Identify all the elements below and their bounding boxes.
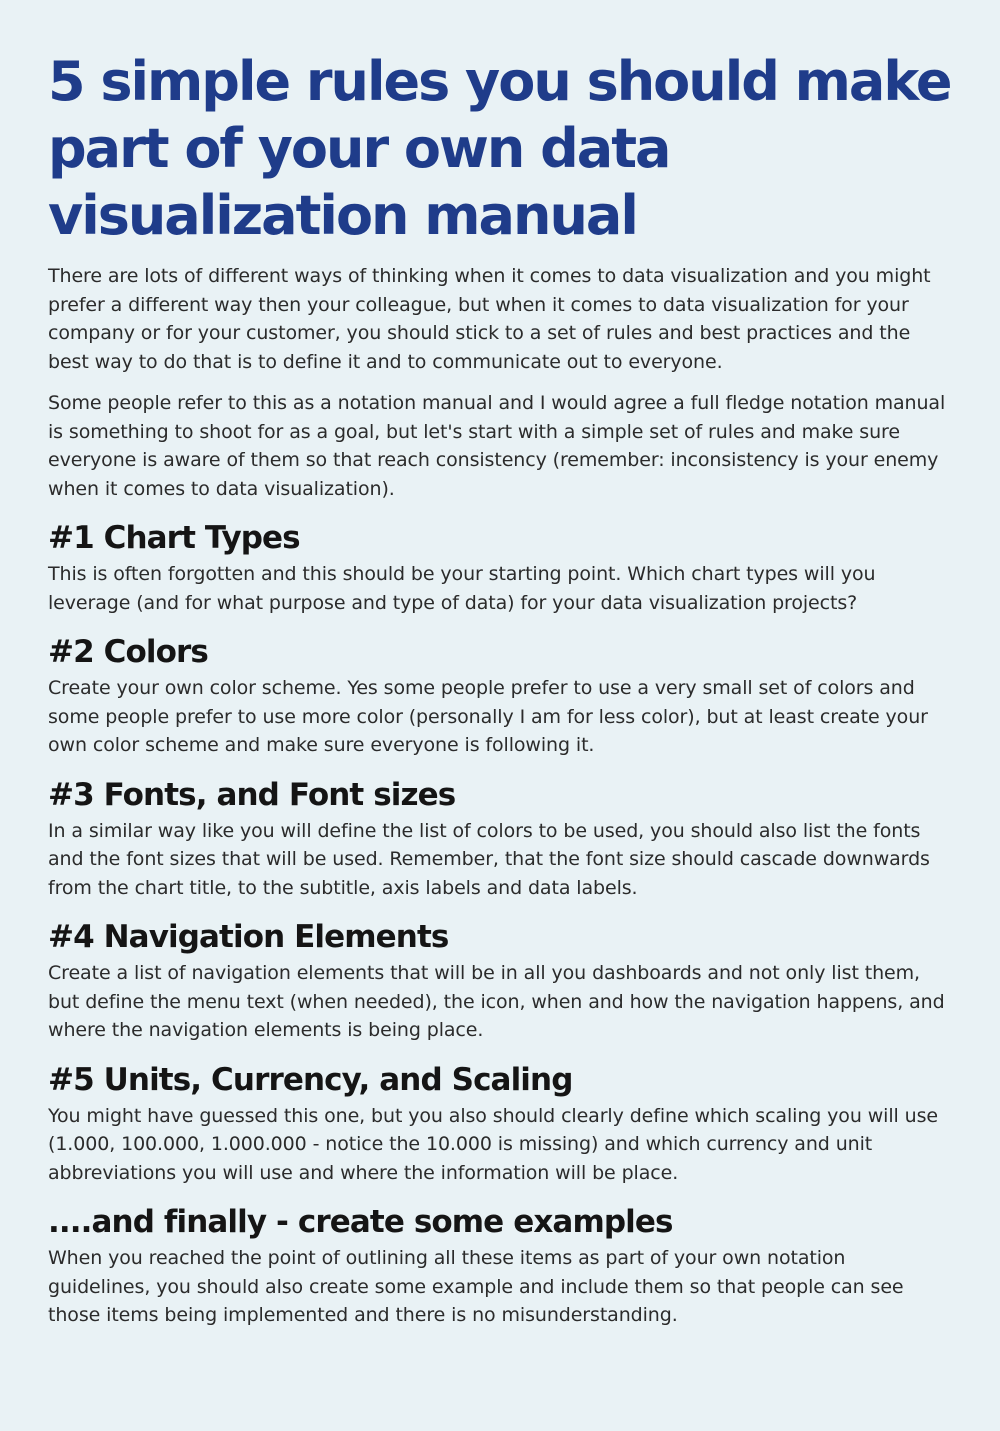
section-chart-types [48, 518, 952, 617]
section-body: Create your own color scheme. Yes some people prefer to use a very small set of colors and some people prefer to use more color (personally I am for less color), but at least create your own color scheme and make sure everyone is following it. [48, 677, 928, 756]
section-body: In a similar way like you will define the list of colors to be used, you should also list the fonts and the font sizes that will be used. Remember, that the font size should cascade downwards from the chart title, to the subtitle, axis labels and data labels. [48, 819, 930, 899]
section-heading: ....and finally - create some examples [48, 1204, 673, 1240]
section-heading: #1 Chart Types [48, 520, 300, 556]
intro-paragraph-2: Some people refer to this as a notation manual and I would agree a full fledge notation manual is something to shoot for as a goal, but let's start with a simple set of rules and make sure everyone is aware of them so that reach consistency (remember: inconsistency is your enemy when it comes to data visualization). [48, 392, 946, 500]
intro-paragraph-1: There are lots of different ways of thinking when it comes to data visualization and you might prefer a different way then your colleague, but when it comes to data visualization for your company or for your customer, you should stick to a set of rules and best practices and the best way to do that is to define it and to communicate out to everyone. [48, 265, 931, 373]
page-title: 5 simple rules you should make part of your own data visualization manual [48, 50, 951, 247]
section-body: When you reached the point of outlining all these items as part of your own notation guidelines, you should also create some example and include them so that people can see those items being implemented and there is no misunderstanding. [48, 1247, 904, 1326]
section-body: This is often forgotten and this should be your starting point. Which chart types will you leverage (and for what purpose and type of data) for your data visualization projects? [48, 563, 876, 614]
section-body: Create a list of navigation elements that will be in all you dashboards and not only list them, but define the menu text (when needed), the icon, when and how the navigation happens, and where the navigation elements is being place. [48, 962, 945, 1041]
section-navigation [48, 917, 952, 1045]
section-fonts [48, 775, 952, 903]
section-heading: #4 Navigation Elements [48, 919, 449, 955]
section-heading: #2 Colors [48, 634, 208, 670]
section-colors [48, 632, 952, 760]
section-units [48, 1060, 952, 1188]
section-body: You might have guessed this one, but you also should clearly define which scaling you will use (1.000, 100.000, 1.000.000 - notice the 10.000 is missing) and which currency and unit abbreviations you will use and where the information will be place. [48, 1104, 938, 1184]
section-heading: #3 Fonts, and Font sizes [48, 776, 456, 813]
section-heading: #5 Units, Currency, and Scaling [48, 1061, 573, 1098]
section-examples [48, 1202, 952, 1330]
